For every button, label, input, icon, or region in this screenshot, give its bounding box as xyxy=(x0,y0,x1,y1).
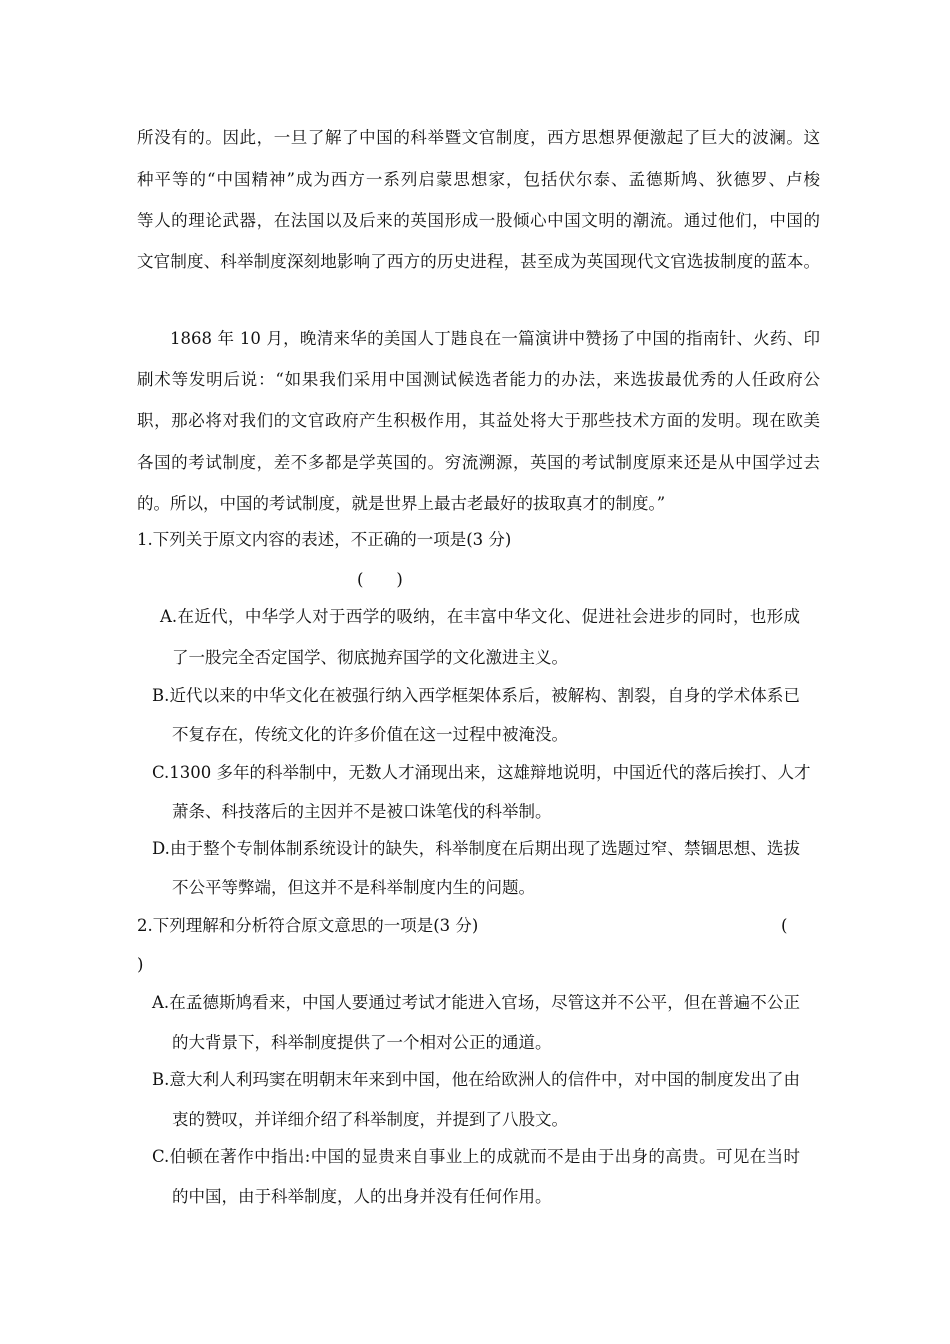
option-a-line: 的大背景下，科举制度提供了一个相对公正的通道。 xyxy=(172,1033,552,1052)
paragraph-line: 1868 年 10 月，晚清来华的美国人丁韪良在一篇演讲中赞扬了中国的指南针、火药、印 xyxy=(170,329,820,348)
paragraph-line: 所没有的。因此，一旦了解了中国的科举暨文官制度，西方思想界便激起了巨大的波澜。这 xyxy=(137,128,820,147)
option-a-line: A.在孟德斯鸠看来，中国人要通过考试才能进入官场，尽管这并不公平，但在普遍不公正 xyxy=(152,993,800,1012)
option-b-line: 衷的赞叹，并详细介绍了科举制度，并提到了八股文。 xyxy=(172,1110,568,1129)
question-1-stem: 1.下列关于原文内容的表述，不正确的一项是(3 分) xyxy=(137,530,512,549)
option-a-line: A.在近代，中华学人对于西学的吸纳，在丰富中华文化、促进社会进步的同时，也形成 xyxy=(160,607,800,626)
paragraph-line: 各国的考试制度，差不多都是学英国的。穷流溯源，英国的考试制度原来还是从中国学过去 xyxy=(137,453,820,472)
paragraph-line: 职，那必将对我们的文官政府产生积极作用，其益处将大于那些技术方面的发明。现在欧美 xyxy=(137,411,820,430)
option-a-line: 了一股完全否定国学、彻底抛弃国学的文化激进主义。 xyxy=(172,648,568,667)
answer-bracket-close: ) xyxy=(137,955,144,974)
paragraph-line: 种平等的“中国精神”成为西方一系列启蒙思想家，包括伏尔泰、孟德斯鸠、狄德罗、卢梭 xyxy=(137,170,820,189)
paragraph-line: 的。所以，中国的考试制度，就是世界上最古老最好的拔取真才的制度。” xyxy=(137,494,666,513)
paragraph-line: 等人的理论武器，在法国以及后来的英国形成一股倾心中国文明的潮流。通过他们，中国的 xyxy=(137,211,820,230)
paragraph-line: 文官制度、科举制度深刻地影响了西方的历史进程，甚至成为英国现代文官选拔制度的蓝本。 xyxy=(137,252,820,271)
option-c-line: C.伯顿在著作中指出:中国的显贵来自事业上的成就而不是由于出身的高贵。可见在当时 xyxy=(152,1147,800,1166)
option-c-line: C.1300 多年的科举制中，无数人才涌现出来，这雄辩地说明，中国近代的落后挨打、人才 xyxy=(152,763,811,782)
answer-bracket-open: ( xyxy=(781,916,788,935)
paragraph-line: 刷术等发明后说：“如果我们采用中国测试候选者能力的办法，来选拔最优秀的人任政府公 xyxy=(137,370,820,389)
option-b-line: 不复存在，传统文化的许多价值在这一过程中被淹没。 xyxy=(172,725,568,744)
option-b-line: B.近代以来的中华文化在被强行纳入西学框架体系后，被解构、割裂，自身的学术体系已 xyxy=(152,686,800,705)
option-c-line: 萧条、科技落后的主因并不是被口诛笔伐的科举制。 xyxy=(172,802,552,821)
option-d-line: D.由于整个专制体制系统设计的缺失，科举制度在后期出现了选题过窄、禁锢思想、选拔 xyxy=(152,839,800,858)
question-2-stem: 2.下列理解和分析符合原文意思的一项是(3 分) xyxy=(137,916,479,935)
option-b-line: B.意大利人利玛窦在明朝末年来到中国，他在给欧洲人的信件中，对中国的制度发出了由 xyxy=(152,1070,800,1089)
answer-bracket: ( ) xyxy=(357,570,403,589)
option-c-line: 的中国，由于科举制度，人的出身并没有任何作用。 xyxy=(172,1187,552,1206)
option-d-line: 不公平等弊端，但这并不是科举制度内生的问题。 xyxy=(172,878,535,897)
